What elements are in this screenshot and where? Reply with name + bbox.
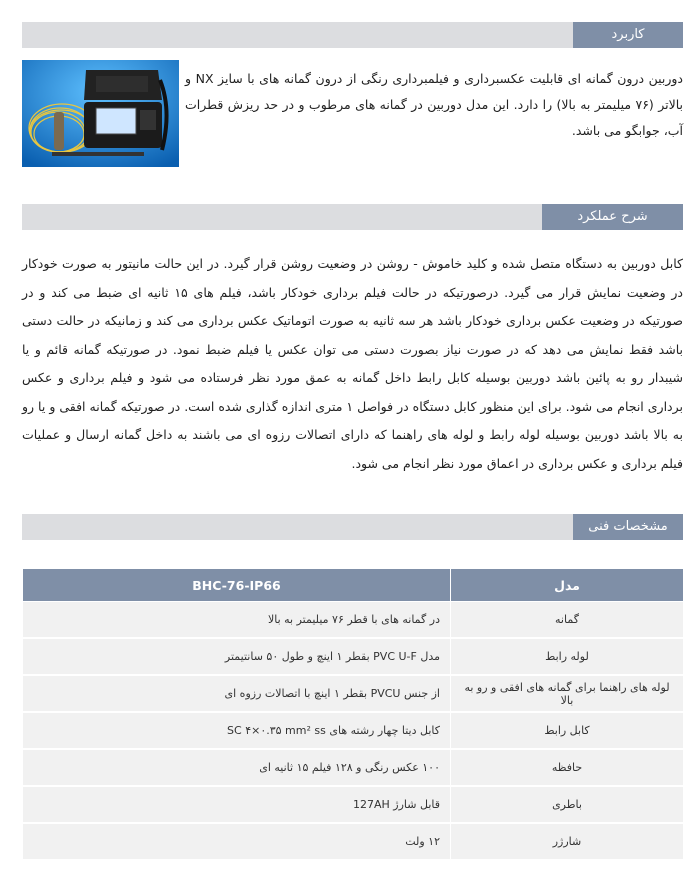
spec-header-model: BHC-76-IP66 xyxy=(23,569,451,602)
camera-device-image xyxy=(22,60,179,167)
table-row xyxy=(23,675,684,712)
section-header-usage xyxy=(22,22,683,48)
usage-paragraph: دوربین درون گمانه ای قابلیت عکسبرداری و فیلمبرداری رنگی از درون گمانه های با سایز NX و بالاتر (۷۶ میلیمتر به بالا) را دارد. این مدل دوربین در گمانه های مرطوب و در حد ریزش قطرات آب، جوابگو می باشد. xyxy=(185,71,683,138)
spec-row-value: قابل شارژ 127AH xyxy=(23,786,451,823)
spec-table xyxy=(22,568,684,861)
section-title-usage: کاربرد xyxy=(573,22,683,48)
table-row xyxy=(23,602,684,639)
table-row xyxy=(23,712,684,749)
table-row xyxy=(23,638,684,675)
table-row xyxy=(23,823,684,860)
spec-row-label: باطری xyxy=(451,786,684,823)
spec-row-value: در گمانه های با قطر ۷۶ میلیمتر به بالا xyxy=(23,602,451,639)
spec-row-value: ۱۰۰ عکس رنگی و ۱۲۸ فیلم ۱۵ ثانیه ای xyxy=(23,749,451,786)
table-row xyxy=(23,749,684,786)
spec-row-label: لوله رابط xyxy=(451,638,684,675)
spec-row-value: ۱۲ ولت xyxy=(23,823,451,860)
spec-table-header xyxy=(23,569,684,602)
table-row xyxy=(23,786,684,823)
spec-row-label: شارژر xyxy=(451,823,684,860)
spec-row-value: از جنس PVCU بقطر ۱ اینچ با اتصالات رزوه ای xyxy=(23,675,451,712)
section-title-specs: مشخصات فنی xyxy=(573,514,683,540)
section-header-function xyxy=(22,204,683,230)
section-header-specs xyxy=(22,514,683,540)
spec-row-value: کابل دیتا چهار رشته های SC ۴×۰.۳۵ mm² ss xyxy=(23,712,451,749)
section-title-function: شرح عملکرد xyxy=(542,204,683,230)
spec-row-label: لوله های راهنما برای گمانه های افقی و رو به بالا xyxy=(451,675,684,712)
spec-row-label: کابل رابط xyxy=(451,712,684,749)
function-paragraph: کابل دوربین به دستگاه متصل شده و کلید خاموش - روشن در وضعیت روشن قرار گیرد. در این حالت مانیتور به صورت خودکار در وضعیت نمایش قرار می گیرد. درصورتیکه در حالت فیلم برداری خودکار باشد، فیلم های ۱۵ ثانیه ای ضبط می کند و در صورتیکه در وضعیت عکس برداری خودکار باشد هر سه ثانیه به صورت اتوماتیک عکس برداری می کند و زمانیکه در حالت دستی باشد فقط نمایش می دهد که در صورت نیاز بصورت دستی می توان عکس یا فیلم ضبط نمود. در صورتیکه گمانه قائم و یا شیبدار رو به پائین باشد دوربین بوسیله کابل رابط داخل گمانه به عمق مورد نظر فرستاده می شود و فیلم برداری و عکس برداری انجام می شود. برای این منظور کابل دستگاه در فواصل ۱ متری اندازه گذاری شده است. در صورتیکه گمانه افقی و یا رو به بالا باشد دوربین بوسیله لوله رابط و لوله های راهنما که دارای اتصالات رزوه ای می باشند به داخل گمانه ارسال و عملیات فیلم برداری و عکس برداری در اعماق مورد نظر انجام می شود. xyxy=(22,256,683,471)
spec-row-label: حافظه xyxy=(451,749,684,786)
spec-row-label: گمانه xyxy=(451,602,684,639)
spec-header-label: مدل xyxy=(451,569,684,602)
spec-row-value: مدل PVC U-F بقطر ۱ اینچ و طول ۵۰ سانتیمتر xyxy=(23,638,451,675)
